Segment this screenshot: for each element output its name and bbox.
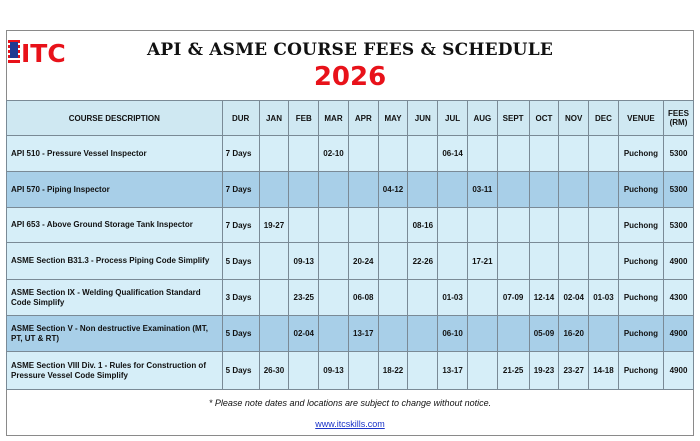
course-duration: 5 Days (222, 316, 259, 352)
schedule-date-cell (378, 136, 408, 172)
schedule-date-cell (348, 208, 378, 243)
schedule-date-cell: 17-21 (467, 243, 497, 280)
course-duration: 7 Days (222, 136, 259, 172)
course-venue: Puchong (618, 243, 663, 280)
header (0, 0, 700, 100)
schedule-date-cell (589, 316, 619, 352)
schedule-date-cell (467, 352, 497, 390)
schedule-date-cell (438, 172, 468, 208)
col-header: MAR (319, 101, 349, 136)
course-description: API 570 - Piping Inspector (7, 172, 223, 208)
schedule-date-cell (348, 136, 378, 172)
table-row (7, 208, 694, 243)
col-header: VENUE (618, 101, 663, 136)
schedule-date-cell (408, 172, 438, 208)
schedule-date-cell: 06-08 (348, 280, 378, 316)
course-fees: 4900 (664, 316, 694, 352)
course-duration: 5 Days (222, 243, 259, 280)
schedule-date-cell: 02-04 (289, 316, 319, 352)
course-venue: Puchong (618, 352, 663, 390)
schedule-date-cell: 09-13 (289, 243, 319, 280)
schedule-date-cell (589, 243, 619, 280)
course-description: ASME Section IX - Welding Qualification Standard Code Simplify (7, 280, 223, 316)
schedule-date-cell (438, 208, 468, 243)
schedule-date-cell (408, 316, 438, 352)
schedule-year: 2026 (313, 62, 387, 92)
schedule-date-cell (559, 243, 589, 280)
col-header: DEC (589, 101, 619, 136)
schedule-date-cell: 02-04 (559, 280, 589, 316)
course-description: API 510 - Pressure Vessel Inspector (7, 136, 223, 172)
schedule-date-cell: 26-30 (259, 352, 289, 390)
website-link[interactable]: www.itcskills.com (315, 419, 385, 429)
schedule-date-cell (529, 136, 559, 172)
schedule-date-cell: 03-11 (467, 172, 497, 208)
schedule-date-cell: 13-17 (348, 316, 378, 352)
course-venue: Puchong (618, 316, 663, 352)
course-fees: 5300 (664, 136, 694, 172)
schedule-date-cell (259, 243, 289, 280)
schedule-date-cell (348, 352, 378, 390)
col-header: NOV (559, 101, 589, 136)
col-header: OCT (529, 101, 559, 136)
schedule-date-cell: 13-17 (438, 352, 468, 390)
schedule-date-cell (559, 208, 589, 243)
schedule-date-cell (259, 316, 289, 352)
schedule-date-cell (378, 280, 408, 316)
col-header: FEB (289, 101, 319, 136)
page-title: API & ASME COURSE FEES & SCHEDULE (146, 40, 554, 60)
schedule-date-cell: 18-22 (378, 352, 408, 390)
course-duration: 7 Days (222, 172, 259, 208)
schedule-date-cell: 06-14 (438, 136, 468, 172)
schedule-date-cell (467, 208, 497, 243)
table-header-row (7, 101, 694, 136)
table-row (7, 352, 694, 390)
schedule-date-cell (589, 136, 619, 172)
schedule-date-cell (289, 352, 319, 390)
schedule-date-cell (378, 243, 408, 280)
schedule-date-cell (467, 316, 497, 352)
schedule-date-cell (497, 208, 529, 243)
table-row (7, 172, 694, 208)
logo-text: ITC (21, 39, 66, 64)
schedule-date-cell (559, 136, 589, 172)
schedule-date-cell (319, 243, 349, 280)
col-header: JUL (438, 101, 468, 136)
schedule-date-cell (319, 280, 349, 316)
schedule-date-cell (348, 172, 378, 208)
course-venue: Puchong (618, 280, 663, 316)
fees-header-line2: (RM) (669, 118, 688, 127)
course-description: ASME Section VIII Div. 1 - Rules for Construction of Pressure Vessel Code Simplify (7, 352, 223, 390)
course-venue: Puchong (618, 172, 663, 208)
col-header: MAY (378, 101, 408, 136)
course-fees: 4900 (664, 352, 694, 390)
col-header: JUN (408, 101, 438, 136)
course-description: API 653 - Above Ground Storage Tank Inspector (7, 208, 223, 243)
schedule-date-cell (408, 136, 438, 172)
col-header: DUR (222, 101, 259, 136)
course-duration: 3 Days (222, 280, 259, 316)
schedule-date-cell: 23-27 (559, 352, 589, 390)
schedule-date-cell (529, 243, 559, 280)
table-row (7, 280, 694, 316)
schedule-date-cell: 16-20 (559, 316, 589, 352)
col-header-fees (664, 101, 694, 136)
schedule-date-cell (559, 172, 589, 208)
schedule-date-cell (289, 208, 319, 243)
course-description: ASME Section B31.3 - Process Piping Code Simplify (7, 243, 223, 280)
course-fees: 5300 (664, 208, 694, 243)
schedule-date-cell (319, 316, 349, 352)
schedule-date-cell: 05-09 (529, 316, 559, 352)
schedule-date-cell: 04-12 (378, 172, 408, 208)
course-fees: 4900 (664, 243, 694, 280)
schedule-date-cell (289, 172, 319, 208)
schedule-date-cell: 01-03 (589, 280, 619, 316)
schedule-date-cell: 19-23 (529, 352, 559, 390)
schedule-date-cell: 14-18 (589, 352, 619, 390)
schedule-date-cell: 21-25 (497, 352, 529, 390)
course-duration: 5 Days (222, 352, 259, 390)
schedule-date-cell (529, 172, 559, 208)
course-description: ASME Section V - Non destructive Examination (MT, PT, UT & RT) (7, 316, 223, 352)
schedule-date-cell (259, 172, 289, 208)
course-fees: 4300 (664, 280, 694, 316)
schedule-date-cell (497, 243, 529, 280)
schedule-date-cell (259, 136, 289, 172)
schedule-date-cell (438, 243, 468, 280)
schedule-date-cell: 20-24 (348, 243, 378, 280)
table-row (7, 316, 694, 352)
schedule-date-cell: 23-25 (289, 280, 319, 316)
fees-header-line1: FEES (668, 109, 689, 118)
schedule-date-cell (408, 352, 438, 390)
course-fees: 5300 (664, 172, 694, 208)
schedule-date-cell (589, 208, 619, 243)
disclaimer-note: * Please note dates and locations are subject to change without notice. (208, 398, 492, 408)
schedule-date-cell: 02-10 (319, 136, 349, 172)
schedule-date-cell (378, 316, 408, 352)
course-venue: Puchong (618, 136, 663, 172)
schedule-date-cell (319, 208, 349, 243)
schedule-date-cell (589, 172, 619, 208)
schedule-date-cell: 06-10 (438, 316, 468, 352)
schedule-date-cell (289, 136, 319, 172)
course-duration: 7 Days (222, 208, 259, 243)
schedule-date-cell (259, 280, 289, 316)
col-header: APR (348, 101, 378, 136)
schedule-date-cell (497, 136, 529, 172)
col-header: COURSE DESCRIPTION (7, 101, 223, 136)
col-header: JAN (259, 101, 289, 136)
schedule-date-cell: 12-14 (529, 280, 559, 316)
schedule-date-cell (467, 280, 497, 316)
schedule-date-cell (467, 136, 497, 172)
table-row (7, 243, 694, 280)
schedule-date-cell (408, 280, 438, 316)
schedule-date-cell: 08-16 (408, 208, 438, 243)
schedule-table (6, 100, 694, 390)
schedule-date-cell: 01-03 (438, 280, 468, 316)
schedule-date-cell (319, 172, 349, 208)
schedule-date-cell: 07-09 (497, 280, 529, 316)
schedule-date-cell (497, 172, 529, 208)
schedule-date-cell: 09-13 (319, 352, 349, 390)
schedule-date-cell: 19-27 (259, 208, 289, 243)
table-row (7, 136, 694, 172)
col-header: SEPT (497, 101, 529, 136)
schedule-date-cell (497, 316, 529, 352)
schedule-date-cell (378, 208, 408, 243)
col-header: AUG (467, 101, 497, 136)
schedule-date-cell (529, 208, 559, 243)
course-venue: Puchong (618, 208, 663, 243)
schedule-date-cell: 22-26 (408, 243, 438, 280)
